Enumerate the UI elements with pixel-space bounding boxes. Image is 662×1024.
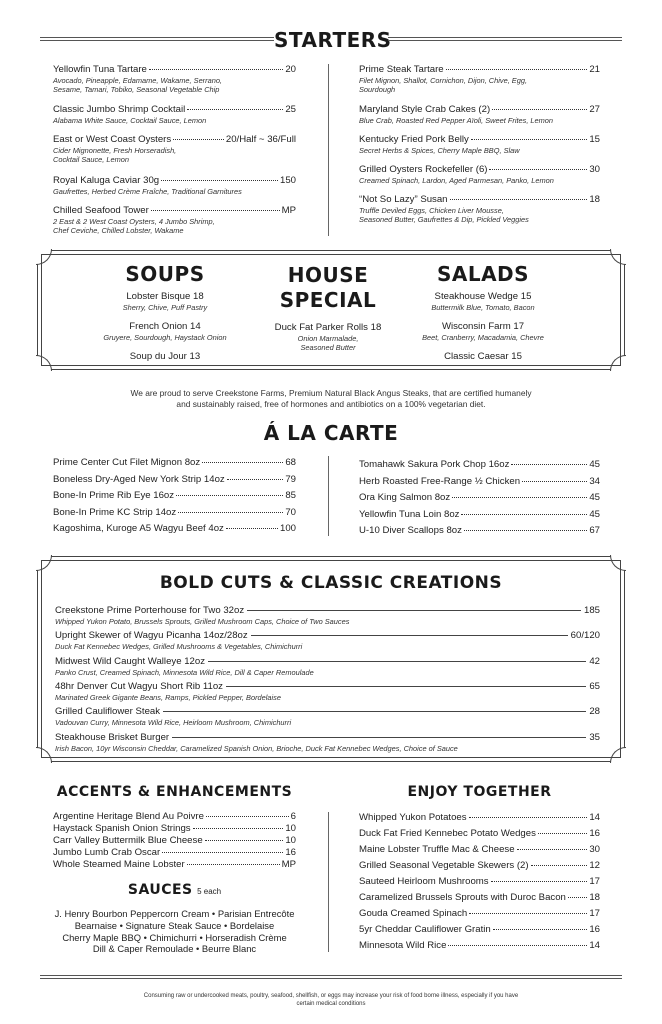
sides-divider — [328, 812, 329, 952]
bold-cuts-title: BOLD CUTS & CLASSIC CREATIONS — [159, 573, 503, 593]
salads-title: SALADS — [436, 262, 530, 286]
accent-item: Jumbo Lumb Crab Oscar 16 — [53, 847, 296, 858]
a-la-carte-item: Prime Center Cut Filet Mignon 8oz 68 — [53, 457, 296, 468]
bold-cuts-item: Midwest Wild Caught Walleye 12oz 42 Panko Crust, Creamed Spinach, Minnesota Wild Rice, Dill & Caper Remoulade — [55, 656, 600, 677]
a-la-carte-item: Boneless Dry-Aged New York Strip 14oz 79 — [53, 474, 296, 485]
salad-item: Classic Caesar 15 — [444, 351, 522, 362]
starter-item: Yellowfin Tuna Tartare 20 Avocado, Pineapple, Edamame, Wakame, Serrano, Sesame, Tamari, Tobiko, Seasonal Vegetable Chip — [53, 64, 296, 95]
starters-title: STARTERS — [274, 28, 392, 52]
bold-cuts-item: 48hr Denver Cut Wagyu Short Rib 11oz 65 Marinated Greek Gigante Beans, Ramps, Pickled Pepper, Bordelaise — [55, 681, 600, 702]
sauces-heading — [53, 881, 296, 899]
a-la-carte-divider — [328, 456, 329, 536]
starter-item: Royal Kaluga Caviar 30g 150 Gaufrettes, Herbed Crème Fraîche, Traditional Garnitures — [53, 175, 296, 196]
soups-title: SOUPS — [125, 262, 205, 286]
starter-item: “Not So Lazy” Susan 18 Truffle Deviled Eggs, Chicken Liver Mousse, Seasoned Butter, Gaufrettes & Dip, Pickled Veggies — [359, 194, 600, 225]
side-item: Whipped Yukon Potatoes 14 — [359, 812, 600, 823]
starters-divider — [328, 64, 329, 236]
side-item: Duck Fat Fried Kennebec Potato Wedges 16 — [359, 828, 600, 839]
sourcing-statement: We are proud to serve Creekstone Farms, Premium Natural Black Angus Steaks, that are certified humanely and sustainably raised, free of hormones and antibiotics on a 100% vegetarian diet. — [130, 388, 532, 409]
starter-item: Prime Steak Tartare 21 Filet Mignon, Shallot, Cornichon, Dijon, Chive, Egg, Sourdough — [359, 64, 600, 95]
a-la-carte-item: Bone-In Prime Rib Eye 16oz 85 — [53, 490, 296, 501]
sauces-note: 5 each — [197, 887, 222, 896]
bold-cuts-item: Creekstone Prime Porterhouse for Two 32oz 185 Whipped Yukon Potato, Brussels Sprouts, Grilled Mushroom Caps, Choice of Two Sauces — [55, 605, 600, 626]
a-la-carte-item: Herb Roasted Free-Range ½ Chicken 34 — [359, 476, 600, 487]
a-la-carte-item: Bone-In Prime KC Strip 14oz 70 — [53, 507, 296, 518]
a-la-carte-item: Yellowfin Tuna Loin 8oz 45 — [359, 509, 600, 520]
a-la-carte-title: Á LA CARTE — [263, 421, 399, 445]
side-item: Caramelized Brussels Sprouts with Duroc Bacon 18 — [359, 892, 600, 903]
bold-cuts-item: Grilled Cauliflower Steak 28 Vadouvan Curry, Minnesota Wild Rice, Heirloom Mushroom, Chimichurri — [55, 706, 600, 727]
starter-item: Maryland Style Crab Cakes (2) 27 Blue Crab, Roasted Red Pepper Aïoli, Sweet Frites, Lemon — [359, 104, 600, 125]
salad-item: Wisconsin Farm 17 Beet, Cranberry, Macadamia, Chevre — [422, 321, 544, 342]
starter-item: Kentucky Fried Pork Belly 15 Secret Herbs & Spices, Cherry Maple BBQ, Slaw — [359, 134, 600, 155]
side-item: 5yr Cheddar Cauliflower Gratin 16 — [359, 924, 600, 935]
bold-cuts-item: Steakhouse Brisket Burger 35 Irish Bacon, 10yr Wisconsin Cheddar, Caramelized Spanish Onion, Brioche, Duck Fat Kennebec Wedges, Choice of Sauce — [55, 732, 600, 753]
starter-item: East or West Coast Oysters 20/Half ~ 36/Full Cider Mignonette, Fresh Horseradish, Cocktail Sauce, Lemon — [53, 134, 296, 165]
accent-item: Argentine Heritage Blend Au Poivre 6 — [53, 811, 296, 822]
soup-item: Soup du Jour 13 — [129, 351, 201, 362]
bold-cuts-item: Upright Skewer of Wagyu Picanha 14oz/28oz 60/120 Duck Fat Kennebec Wedges, Grilled Mushrooms & Vegetables, Chimichurri — [55, 630, 600, 651]
a-la-carte-item: Kagoshima, Kuroge A5 Wagyu Beef 4oz 100 — [53, 523, 296, 534]
side-item: Maine Lobster Truffle Mac & Cheese 30 — [359, 844, 600, 855]
side-item: Sauteed Heirloom Mushrooms 17 — [359, 876, 600, 887]
accent-item: Carr Valley Buttermilk Blue Cheese 10 — [53, 835, 296, 846]
house-special-item: Duck Fat Parker Rolls 18 Onion Marmalade, Seasoned Butter — [274, 322, 382, 353]
accent-item: Haystack Spanish Onion Strings 10 — [53, 823, 296, 834]
a-la-carte-item: Tomahawk Sakura Pork Chop 16oz 45 — [359, 459, 600, 470]
sauces-list: J. Henry Bourbon Peppercorn Cream • Parisian Entrecôte Bearnaise • Signature Steak Sauce • Bordelaise Cherry Maple BBQ • Chimichurri • Horseradish Crème Dill & Caper Remoulade • Beurre Blanc — [54, 908, 295, 955]
enjoy-together-title: ENJOY TOGETHER — [407, 784, 552, 800]
starters-rule-left — [40, 37, 274, 41]
soup-item: French Onion 14 Gruyere, Sourdough, Haystack Onion — [103, 321, 227, 342]
accent-item: Whole Steamed Maine Lobster MP — [53, 859, 296, 870]
food-safety-disclaimer: Consuming raw or undercooked meats, poultry, seafood, shellfish, or eggs may increase your risk of food borne illness, especially if you have certain medical conditions — [143, 993, 519, 1007]
side-item: Minnesota Wild Rice 14 — [359, 940, 600, 951]
side-item: Grilled Seasonal Vegetable Skewers (2) 12 — [359, 860, 600, 871]
starter-item: Grilled Oysters Rockefeller (6) 30 Creamed Spinach, Lardon, Aged Parmesan, Panko, Lemon — [359, 164, 600, 185]
a-la-carte-item: Ora King Salmon 8oz 45 — [359, 492, 600, 503]
accents-title: ACCENTS & ENHANCEMENTS — [56, 784, 293, 800]
salad-item: Steakhouse Wedge 15 Buttermilk Blue, Tomato, Bacon — [431, 291, 535, 312]
house-special-title: HOUSE SPECIAL — [279, 263, 377, 312]
starter-item: Classic Jumbo Shrimp Cocktail 25 Alabama White Sauce, Cocktail Sauce, Lemon — [53, 104, 296, 125]
starter-item: Chilled Seafood Tower MP 2 East & 2 West Coast Oysters, 4 Jumbo Shrimp, Chef Ceviche, Chilled Lobster, Wakame — [53, 205, 296, 236]
sauces-title: SAUCES — [127, 882, 193, 898]
side-item: Gouda Creamed Spinach 17 — [359, 908, 600, 919]
a-la-carte-item: U-10 Diver Scallops 8oz 67 — [359, 525, 600, 536]
starters-rule-right — [388, 37, 622, 41]
soup-item: Lobster Bisque 18 Sherry, Chive, Puff Pastry — [122, 291, 208, 312]
footer-rule — [40, 975, 622, 979]
